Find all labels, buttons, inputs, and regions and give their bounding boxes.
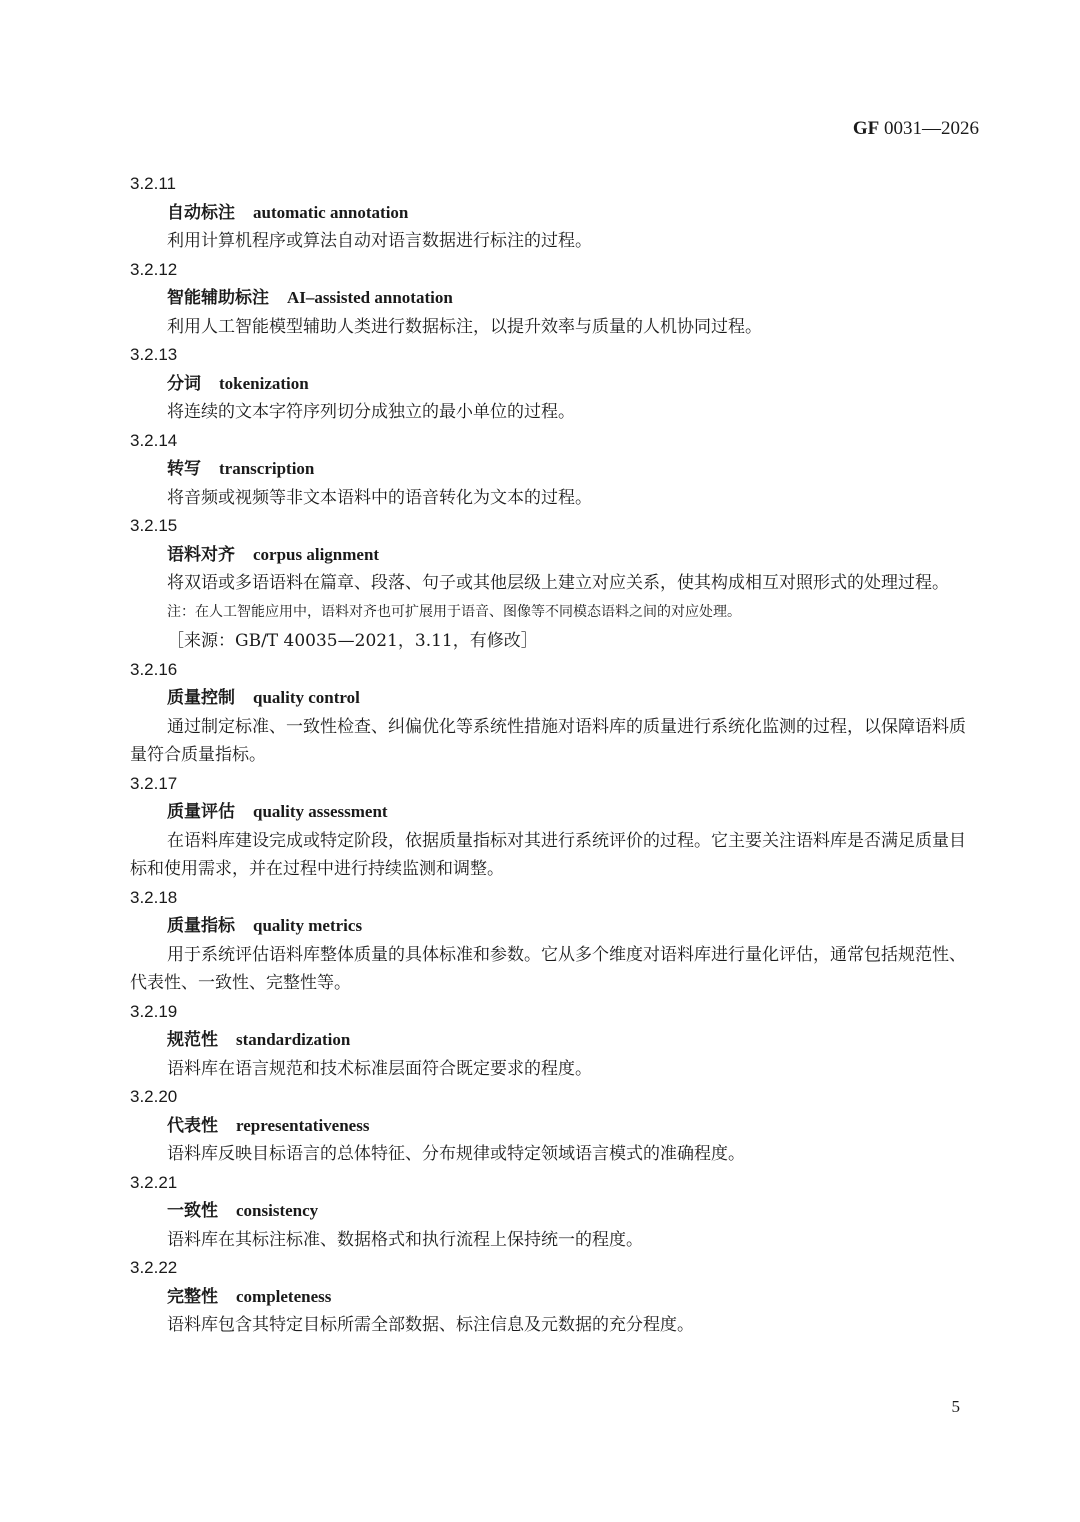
term-english: automatic annotation — [253, 202, 409, 222]
term-entry — [130, 256, 980, 342]
term-chinese: 质量指标 — [167, 916, 235, 936]
term-number: 3.2.15 — [130, 516, 178, 535]
term-english: standardization — [236, 1030, 351, 1049]
term-entry — [130, 512, 980, 656]
term-title — [130, 1026, 980, 1055]
term-definition: 在语料库建设完成或特定阶段，依据质量指标对其进行系统评价的过程。它主要关注语料库是否满足质量目标和使用需求，并在过程中进行持续监测和调整。 — [130, 830, 966, 879]
page-number: 5 — [951, 1397, 960, 1416]
term-definition: 将连续的文本字符序列切分成独立的最小单位的过程。 — [167, 402, 575, 422]
term-english: quality control — [253, 688, 360, 707]
term-entry — [130, 998, 980, 1084]
term-english: quality metrics — [253, 916, 363, 935]
term-entry — [130, 427, 980, 513]
term-definition: 语料库在其标注标准、数据格式和执行流程上保持统一的程度。 — [167, 1229, 643, 1250]
term-definition: 通过制定标准、一致性检查、纠偏优化等系统性措施对语料库的质量进行系统化监测的过程，以保障语料质量符合质量指标。 — [130, 716, 966, 765]
term-english: quality assessment — [253, 802, 388, 821]
document-code-prefix: GF — [852, 118, 880, 139]
term-english: consistency — [236, 1201, 319, 1220]
term-chinese: 分词 — [167, 373, 201, 394]
term-title — [130, 541, 980, 570]
term-chinese: 智能辅助标注 — [167, 288, 269, 308]
term-definition: 用于系统评估语料库整体质量的具体标准和参数。它从多个维度对语料库进行量化评估，通常包括规范性、代表性、一致性、完整性等。 — [130, 944, 966, 993]
term-chinese: 完整性 — [167, 1286, 218, 1307]
term-english: corpus alignment — [253, 544, 380, 564]
term-chinese: 自动标注 — [167, 202, 235, 223]
term-entry — [130, 341, 980, 427]
term-title — [130, 1283, 980, 1312]
term-chinese: 一致性 — [167, 1201, 218, 1221]
term-english: tokenization — [219, 373, 309, 393]
term-title — [130, 455, 980, 484]
term-title — [130, 199, 980, 228]
term-entry — [130, 1169, 980, 1255]
document-code-number: 0031—2026 — [884, 118, 979, 139]
term-number: 3.2.11 — [130, 174, 177, 193]
term-english: AI–assisted annotation — [287, 288, 453, 307]
term-number: 3.2.17 — [130, 773, 178, 793]
term-number: 3.2.22 — [130, 1258, 178, 1277]
term-number: 3.2.20 — [130, 1087, 178, 1106]
term-number: 3.2.12 — [130, 259, 178, 279]
term-number: 3.2.19 — [130, 1001, 178, 1021]
term-definition: 语料库包含其特定目标所需全部数据、标注信息及元数据的充分程度。 — [167, 1315, 694, 1335]
term-entry — [130, 656, 980, 770]
term-chinese: 代表性 — [167, 1115, 218, 1136]
term-chinese: 质量控制 — [167, 688, 235, 708]
term-title — [130, 798, 980, 827]
term-english: transcription — [219, 459, 315, 478]
term-entry — [130, 884, 980, 998]
term-definition: 利用人工智能模型辅助人类进行数据标注，以提升效率与质量的人机协同过程。 — [167, 316, 762, 337]
term-entry — [130, 1083, 980, 1169]
term-definition: 语料库在语言规范和技术标准层面符合既定要求的程度。 — [167, 1058, 592, 1079]
term-chinese: 规范性 — [167, 1030, 218, 1050]
term-english: representativeness — [236, 1115, 370, 1135]
term-title — [130, 684, 980, 713]
term-english: completeness — [236, 1286, 332, 1306]
document-code — [700, 118, 979, 140]
term-number: 3.2.16 — [130, 659, 178, 679]
term-definition: 语料库反映目标语言的总体特征、分布规律或特定领域语言模式的准确程度。 — [167, 1144, 745, 1164]
term-title — [130, 1197, 980, 1226]
term-chinese: 转写 — [167, 459, 201, 479]
term-number: 3.2.21 — [130, 1172, 178, 1192]
term-number: 3.2.14 — [130, 430, 178, 450]
term-title — [130, 370, 980, 399]
terms-list — [130, 170, 980, 1340]
term-entry — [130, 770, 980, 884]
term-title — [130, 284, 980, 313]
term-chinese: 质量评估 — [167, 802, 235, 822]
term-chinese: 语料对齐 — [167, 544, 235, 565]
term-entry — [130, 170, 980, 256]
term-definition: 将音频或视频等非文本语料中的语音转化为文本的过程。 — [167, 487, 592, 508]
term-number: 3.2.18 — [130, 887, 178, 907]
term-definition: 利用计算机程序或算法自动对语言数据进行标注的过程。 — [167, 231, 592, 251]
term-definition: 将双语或多语语料在篇章、段落、句子或其他层级上建立对应关系，使其构成相互对照形式的处理过程。 — [167, 573, 949, 593]
term-number: 3.2.13 — [130, 345, 178, 364]
term-title — [130, 1112, 980, 1141]
term-source: ［来源：GB/T 40035—2021，3.11，有修改］ — [167, 630, 538, 651]
term-title — [130, 912, 980, 941]
term-entry — [130, 1254, 980, 1340]
term-note: 注：在人工智能应用中，语料对齐也可扩展用于语音、图像等不同模态语料之间的对应处理。 — [167, 603, 741, 620]
